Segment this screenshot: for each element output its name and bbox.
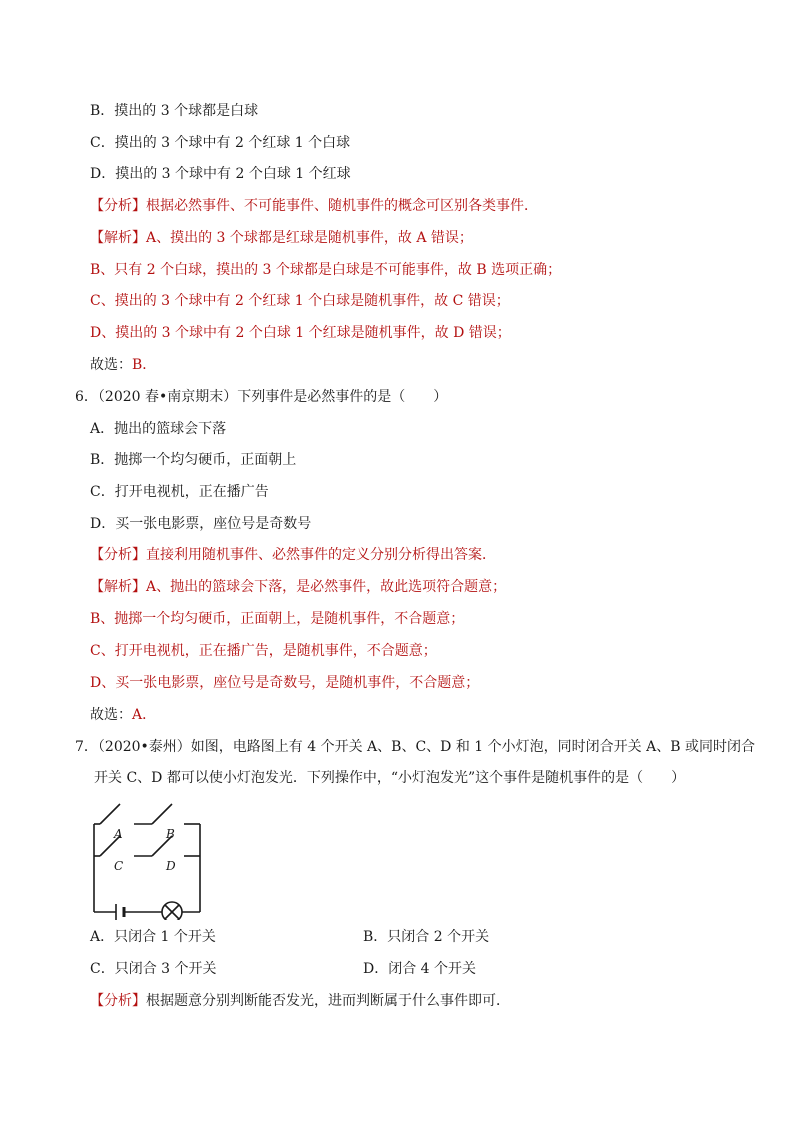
switch-label-a: A (114, 827, 123, 841)
switch-b (152, 804, 172, 824)
analysis-tag: 【分析】 (90, 547, 146, 563)
q7-stem-line1: 7．（2020•泰州）如图，电路图上有 4 个开关 A、B、C、D 和 1 个小灯泡，同时闭合开关 A、B 或同时闭合 (75, 739, 755, 755)
q6-solution-2: B、抛掷一个均匀硬币，正面朝上，是随机事件，不合题意； (90, 611, 465, 627)
q5-option-c: C．摸出的 3 个球中有 2 个红球 1 个白球 (90, 135, 351, 151)
q5-option-d: D．摸出的 3 个球中有 2 个白球 1 个红球 (90, 166, 351, 182)
q6-solution-4: D、买一张电影票，座位号是奇数号，是随机事件，不合题意； (90, 675, 480, 691)
q6-option-a: A．抛出的篮球会下落 (90, 421, 227, 437)
q6-stem: 6．（2020 春•南京期末）下列事件是必然事件的是（ ） (75, 389, 448, 405)
answer-value: A． (132, 707, 157, 723)
q7-analysis (90, 991, 510, 1011)
q6-option-d: D．买一张电影票，座位号是奇数号 (90, 516, 312, 532)
analysis-text: 根据必然事件、不可能事件、随机事件的概念可区别各类事件． (146, 198, 538, 214)
switch-label-d: D (166, 859, 176, 873)
battery-icon (116, 904, 124, 920)
circuit-diagram (88, 800, 208, 920)
q5-solution-1 (90, 228, 473, 248)
q5-solution-2: B、只有 2 个白球，摸出的 3 个球都是白球是不可能事件，故 B 选项正确； (90, 262, 562, 278)
q6-analysis (90, 545, 496, 565)
q6-option-b: B．抛掷一个均匀硬币，正面朝上 (90, 452, 297, 468)
answer-label: 故选： (90, 357, 132, 373)
q7-stem-line2: 开关 C、D 都可以使小灯泡发光．下列操作中，“小灯泡发光”这个事件是随机事件的是（ ） (94, 770, 686, 786)
q7-option-a: A．只闭合 1 个开关 (90, 929, 216, 945)
q6-solution-1 (90, 577, 506, 597)
solution-tag: 【解析】 (90, 230, 146, 246)
q5-answer (90, 355, 156, 375)
switch-label-c: C (114, 859, 124, 873)
switch-a (100, 804, 120, 824)
answer-label: 故选： (90, 707, 132, 723)
switch-label-b: B (166, 827, 175, 841)
answer-value: B． (132, 357, 157, 373)
analysis-text: 直接利用随机事件、必然事件的定义分别分析得出答案． (146, 547, 496, 563)
q7-option-c: C．只闭合 3 个开关 (90, 961, 217, 977)
solution-text: A、抛出的篮球会下落，是必然事件，故此选项符合题意； (146, 579, 507, 595)
q7-option-d: D．闭合 4 个开关 (363, 961, 477, 977)
q5-analysis (90, 196, 538, 216)
q6-option-c: C．打开电视机，正在播广告 (90, 484, 269, 500)
q5-solution-3: C、摸出的 3 个球中有 2 个红球 1 个白球是随机事件，故 C 错误； (90, 293, 510, 309)
q6-solution-3: C、打开电视机，正在播广告，是随机事件，不合题意； (90, 643, 437, 659)
solution-tag: 【解析】 (90, 579, 146, 595)
q7-option-b: B．只闭合 2 个开关 (363, 929, 490, 945)
analysis-tag: 【分析】 (90, 198, 146, 214)
solution-text: A、摸出的 3 个球都是红球是随机事件，故 A 错误； (146, 230, 473, 246)
analysis-tag: 【分析】 (90, 993, 146, 1009)
analysis-text: 根据题意分别判断能否发光，进而判断属于什么事件即可． (146, 993, 510, 1009)
q5-solution-4: D、摸出的 3 个球中有 2 个白球 1 个红球是随机事件，故 D 错误； (90, 325, 511, 341)
q6-answer (90, 705, 156, 725)
q5-option-b: B．摸出的 3 个球都是白球 (90, 103, 259, 119)
